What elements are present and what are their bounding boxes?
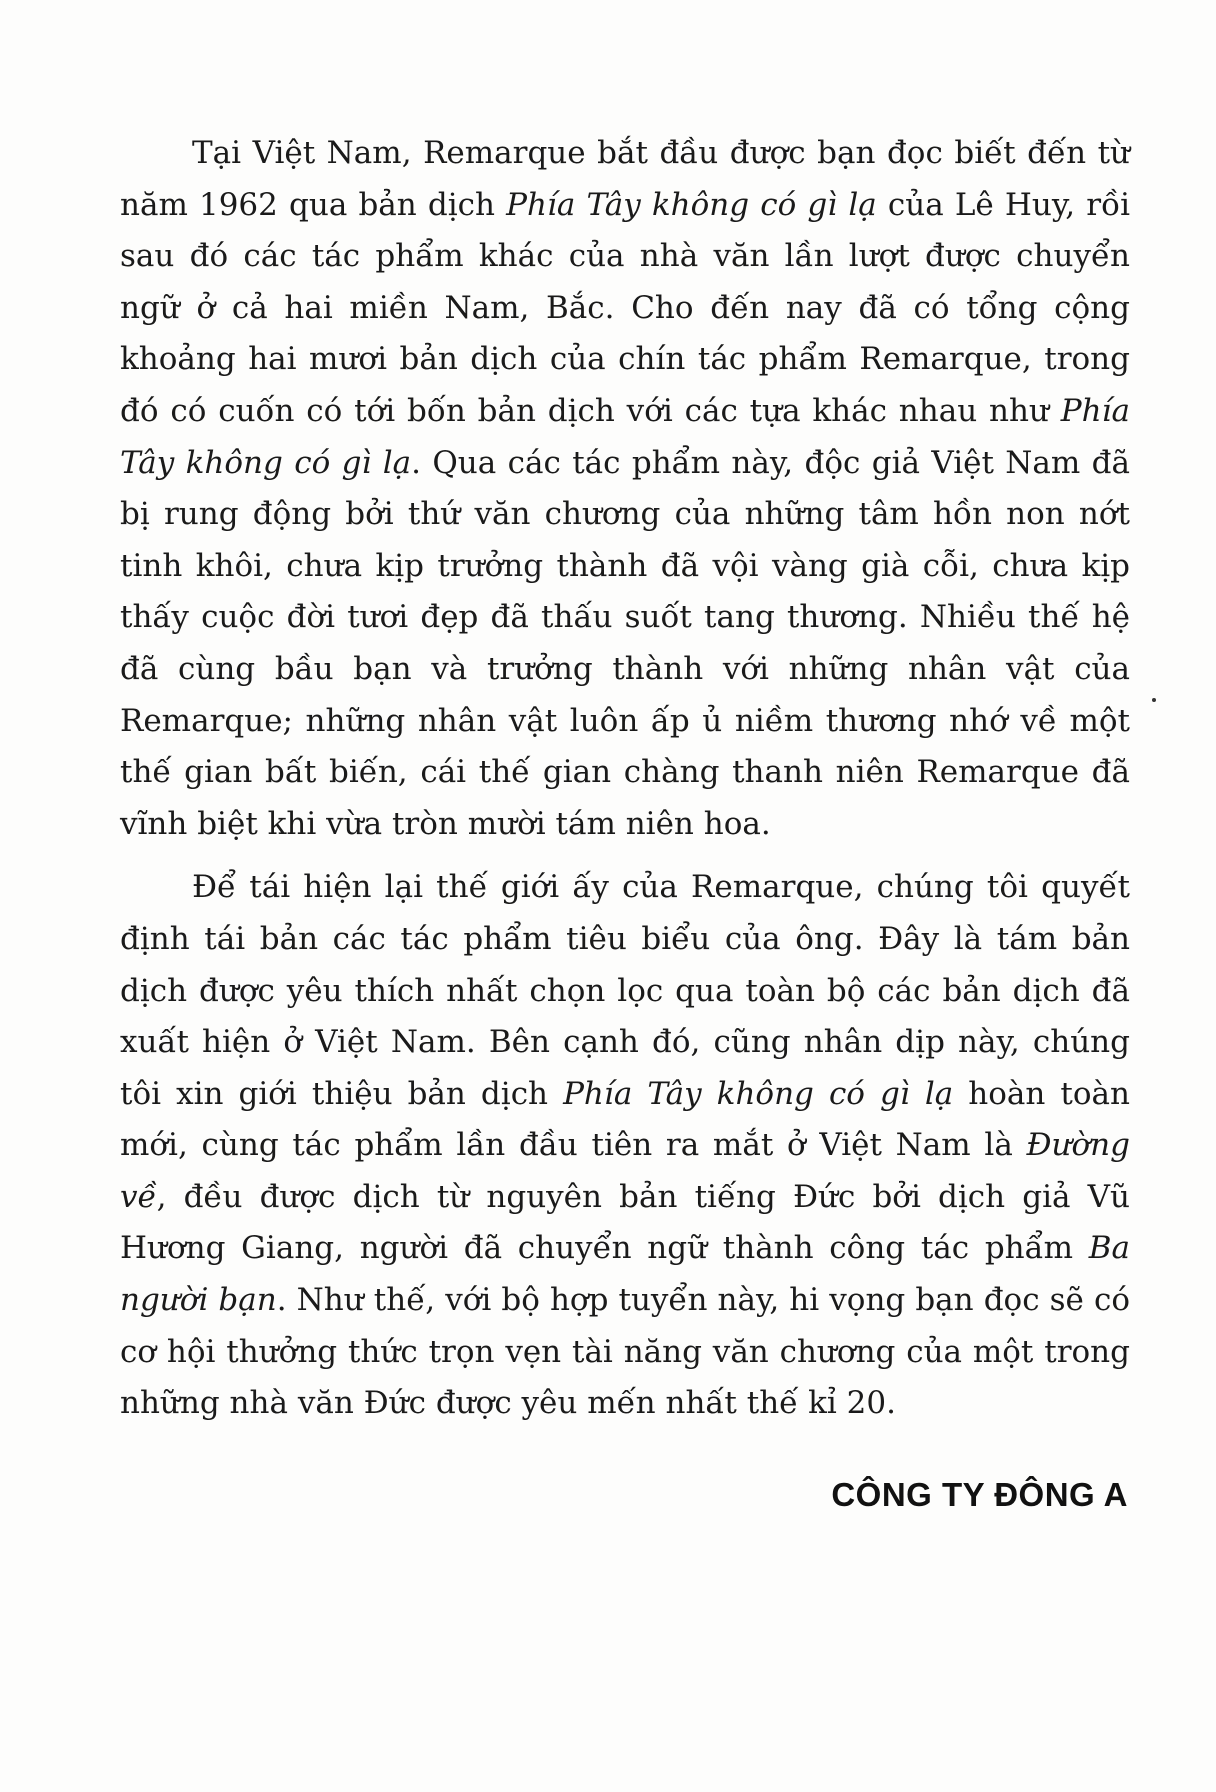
paragraph-1-text: . Qua các tác phẩm này, độc giả Việt Nam đã bị rung động bởi thứ văn chương của những tâm hồn non nớt tinh khôi, chưa kịp trưởng thành đã vội vàng già cỗi, chưa kịp thấy cuộc đời tươi đẹp đã thấu suốt tang thương. Nhiều thế hệ đã cùng bầu bạn và trưởng thành với những nhân vật của Remarque; những nhân vật luôn ấp ủ niềm thương nhớ về một thế gian bất biến, cái thế gian chàng thanh niên Remarque đã vĩnh biệt khi vừa tròn mười tám niên hoa. [120,444,1130,842]
paragraph-1 [120,128,1130,850]
paragraph-2 [120,862,1130,1430]
book-title-italic: Ba người bạn [120,1230,1130,1319]
book-title-italic: Phía Tây không có gì lạ [563,1075,954,1112]
book-title-italic: Phía Tây không có gì lạ [120,392,1130,481]
publisher-signature: CÔNG TY ĐÔNG A [831,1476,1128,1513]
book-title-italic: Đường về [120,1127,1130,1215]
paragraph-1-text: Tại Việt Nam, Remarque bắt đầu được bạn đọc biết đến từ năm 1962 qua bản dịch [120,135,1130,223]
paragraph-1-text: của Lê Huy, rồi sau đó các tác phẩm khác của nhà văn lần lượt được chuyển ngữ ở cả hai miền Nam, Bắc. Cho đến nay đã có tổng cộng khoảng hai mươi bản dịch của chín tác phẩm Remarque, trong đó có cuốn có tới bốn bản dịch với các tựa khác nhau như [120,186,1130,429]
paragraph-2-text: , đều được dịch từ nguyên bản tiếng Đức bởi dịch giả Vũ Hương Giang, người đã chuyển ngữ thành công tác phẩm [120,1178,1130,1267]
ink-speck [1152,698,1156,702]
paragraph-2-text: Để tái hiện lại thế giới ấy của Remarque, chúng tôi quyết định tái bản các tác phẩm tiêu biểu của ông. Đây là tám bản dịch được yêu thích nhất chọn lọc qua toàn bộ các bản dịch đã xuất hiện ở Việt Nam. Bên cạnh đó, cũng nhân dịp này, chúng tôi xin giới thiệu bản dịch [120,869,1130,1112]
book-title-italic: Phía Tây không có gì lạ [506,186,877,223]
body-text [120,128,1130,1430]
paragraph-2-text: . Như thế, với bộ hợp tuyển này, hi vọng bạn đọc sẽ có cơ hội thưởng thức trọn vẹn tài năng văn chương của một trong những nhà văn Đức được yêu mến nhất thế kỉ 20. [120,1282,1130,1422]
paragraph-2-text: hoàn toàn mới, cùng tác phẩm lần đầu tiên ra mắt ở Việt Nam là [120,1075,1130,1164]
